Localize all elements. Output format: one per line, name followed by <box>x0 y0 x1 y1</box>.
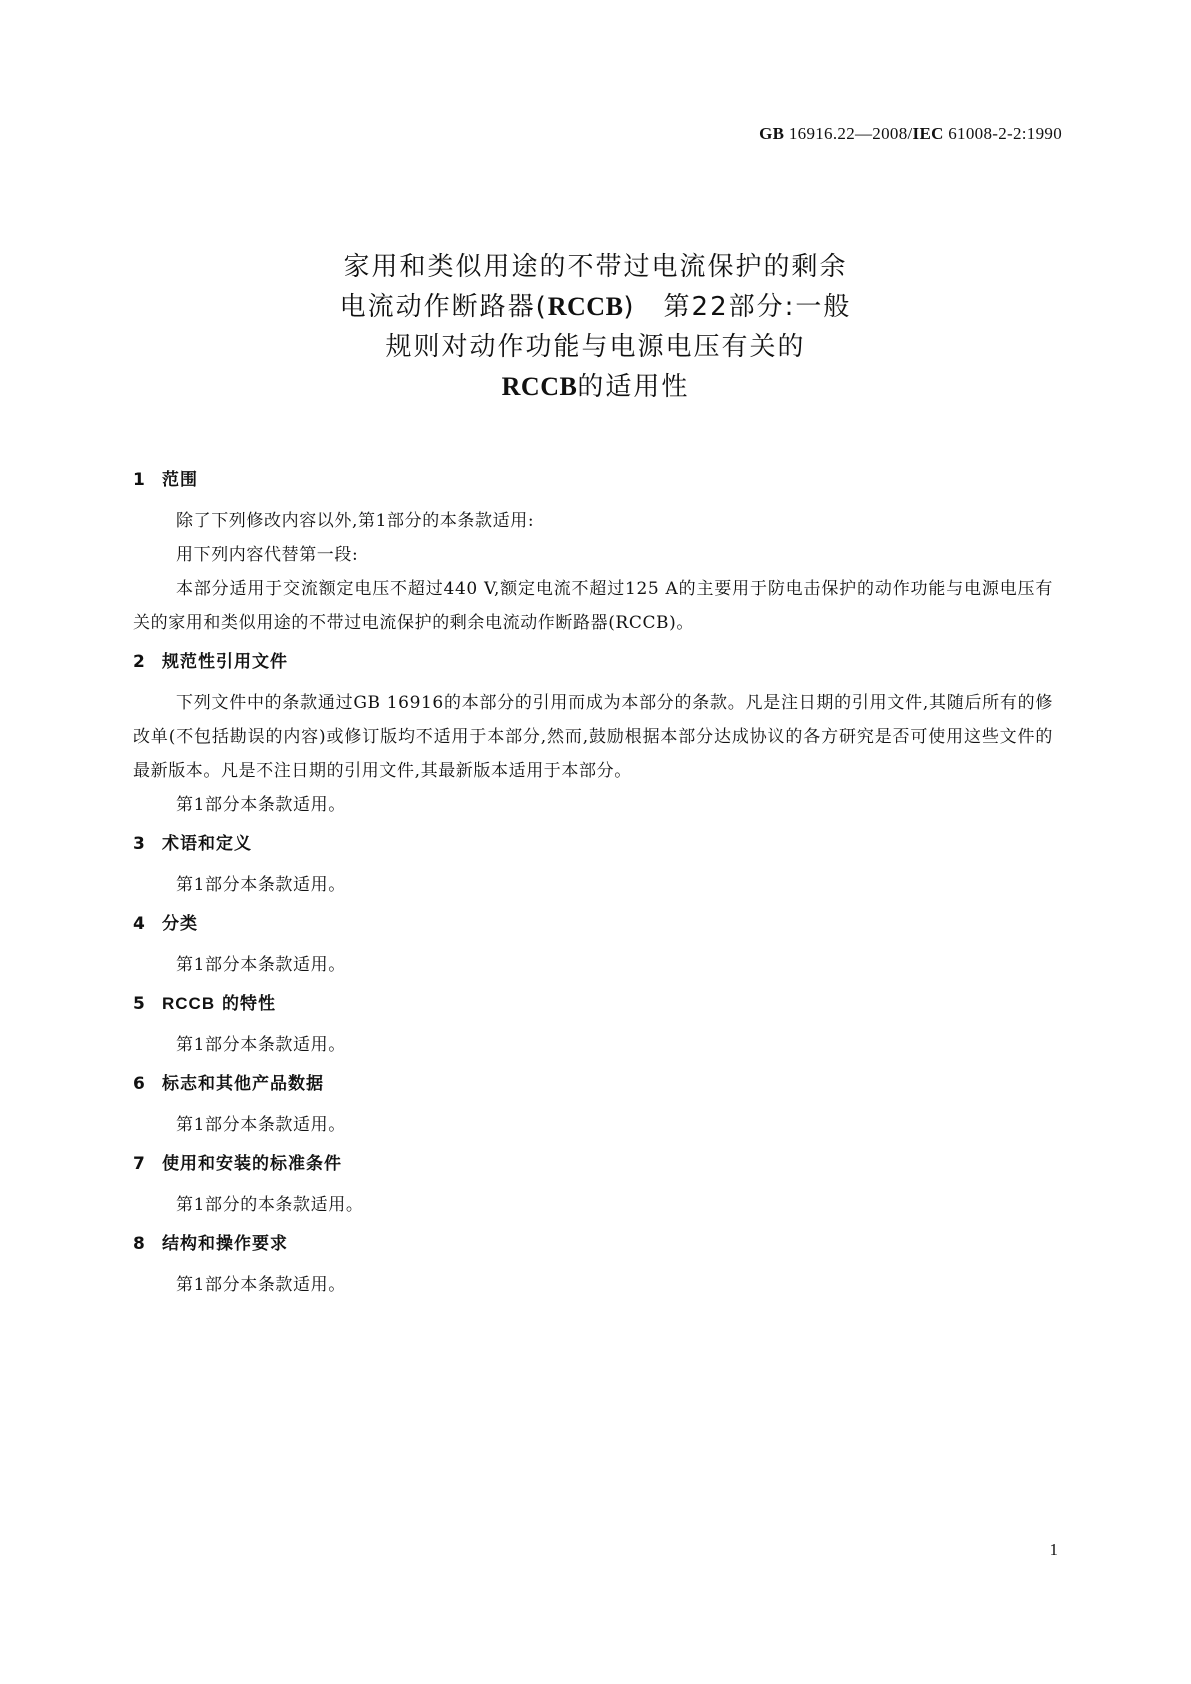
section-title: 规范性引用文件 <box>162 652 288 672</box>
paragraph: 除了下列修改内容以外,第1部分的本条款适用: <box>176 511 535 531</box>
section-2 <box>133 650 1053 822</box>
section-title-latin: RCCB <box>162 994 216 1013</box>
title-line-1: 家用和类似用途的不带过电流保护的剩余 <box>343 252 848 283</box>
title-line-2 <box>0 287 1191 327</box>
std-number: 16916.22—2008/ <box>788 124 913 143</box>
section-number: 1 <box>133 470 146 490</box>
iec-number: 61008-2-2:1990 <box>948 124 1062 143</box>
section-heading <box>133 1072 1053 1096</box>
section-heading <box>133 468 1053 492</box>
section-title: 使用和安装的标准条件 <box>162 1154 342 1174</box>
section-title: 结构和操作要求 <box>162 1234 288 1254</box>
section-title: 范围 <box>162 470 198 490</box>
section-number: 2 <box>133 652 146 672</box>
section-1 <box>133 468 1053 640</box>
paragraph: 第1部分本条款适用。 <box>176 955 346 975</box>
section-3 <box>133 832 1053 902</box>
section-title: 分类 <box>162 914 198 934</box>
paragraph: 第1部分本条款适用。 <box>176 1275 346 1295</box>
title-line-4 <box>0 367 1191 407</box>
title-line-2-a: 电流动作断路器( <box>339 292 548 323</box>
section-title: 的特性 <box>222 994 277 1014</box>
section-number: 4 <box>133 914 146 934</box>
section-heading <box>133 992 1053 1016</box>
title-line-2-b: RCCB <box>547 292 624 322</box>
title-line-3: 规则对动作功能与电源电压有关的 <box>385 332 806 363</box>
section-heading <box>133 1232 1053 1256</box>
section-number: 6 <box>133 1074 146 1094</box>
paragraph: 用下列内容代替第一段: <box>176 545 359 565</box>
paragraph: 第1部分本条款适用。 <box>176 875 346 895</box>
section-6 <box>133 1072 1053 1142</box>
section-number: 8 <box>133 1234 146 1254</box>
section-7 <box>133 1152 1053 1222</box>
section-4 <box>133 912 1053 982</box>
section-heading <box>133 1152 1053 1176</box>
paragraph: 下列文件中的条款通过GB 16916的本部分的引用而成为本部分的条款。凡是注日期的引用文件,其随后所有的修改单(不包括勘误的内容)或修订版均不适用于本部分,然而,鼓励根据本部分达成协议的各方研究是否可使用这些文件的最新版本。凡是不注日期的引用文件,其最新版本适用于本部分。 <box>133 693 1053 781</box>
paragraph: 本部分适用于交流额定电压不超过440 V,额定电流不超过125 A的主要用于防电击保护的动作功能与电源电压有关的家用和类似用途的不带过电流保护的剩余电流动作断路器(RCCB)。 <box>133 579 1053 633</box>
document-title <box>0 247 1191 407</box>
section-number: 7 <box>133 1154 146 1174</box>
section-number: 3 <box>133 834 146 854</box>
paragraph: 第1部分本条款适用。 <box>176 795 346 815</box>
paragraph: 第1部分的本条款适用。 <box>176 1195 364 1215</box>
section-number: 5 <box>133 994 146 1014</box>
section-heading <box>133 832 1053 856</box>
section-heading <box>133 650 1053 674</box>
title-line-4-a: RCCB <box>501 372 578 402</box>
section-title: 术语和定义 <box>162 834 252 854</box>
page-number: 1 <box>1049 1540 1058 1559</box>
iec-prefix: IEC <box>912 124 944 143</box>
title-line-4-b: 的适用性 <box>577 372 690 403</box>
paragraph: 第1部分本条款适用。 <box>176 1035 346 1055</box>
standard-code <box>759 124 1062 144</box>
paragraph: 第1部分本条款适用。 <box>176 1115 346 1135</box>
document-body <box>133 468 1053 1312</box>
section-8 <box>133 1232 1053 1302</box>
section-heading <box>133 912 1053 936</box>
section-5 <box>133 992 1053 1062</box>
section-title: 标志和其他产品数据 <box>162 1074 324 1094</box>
title-line-2-c: ) 第22部分:一般 <box>623 292 852 323</box>
std-prefix: GB <box>759 124 785 143</box>
